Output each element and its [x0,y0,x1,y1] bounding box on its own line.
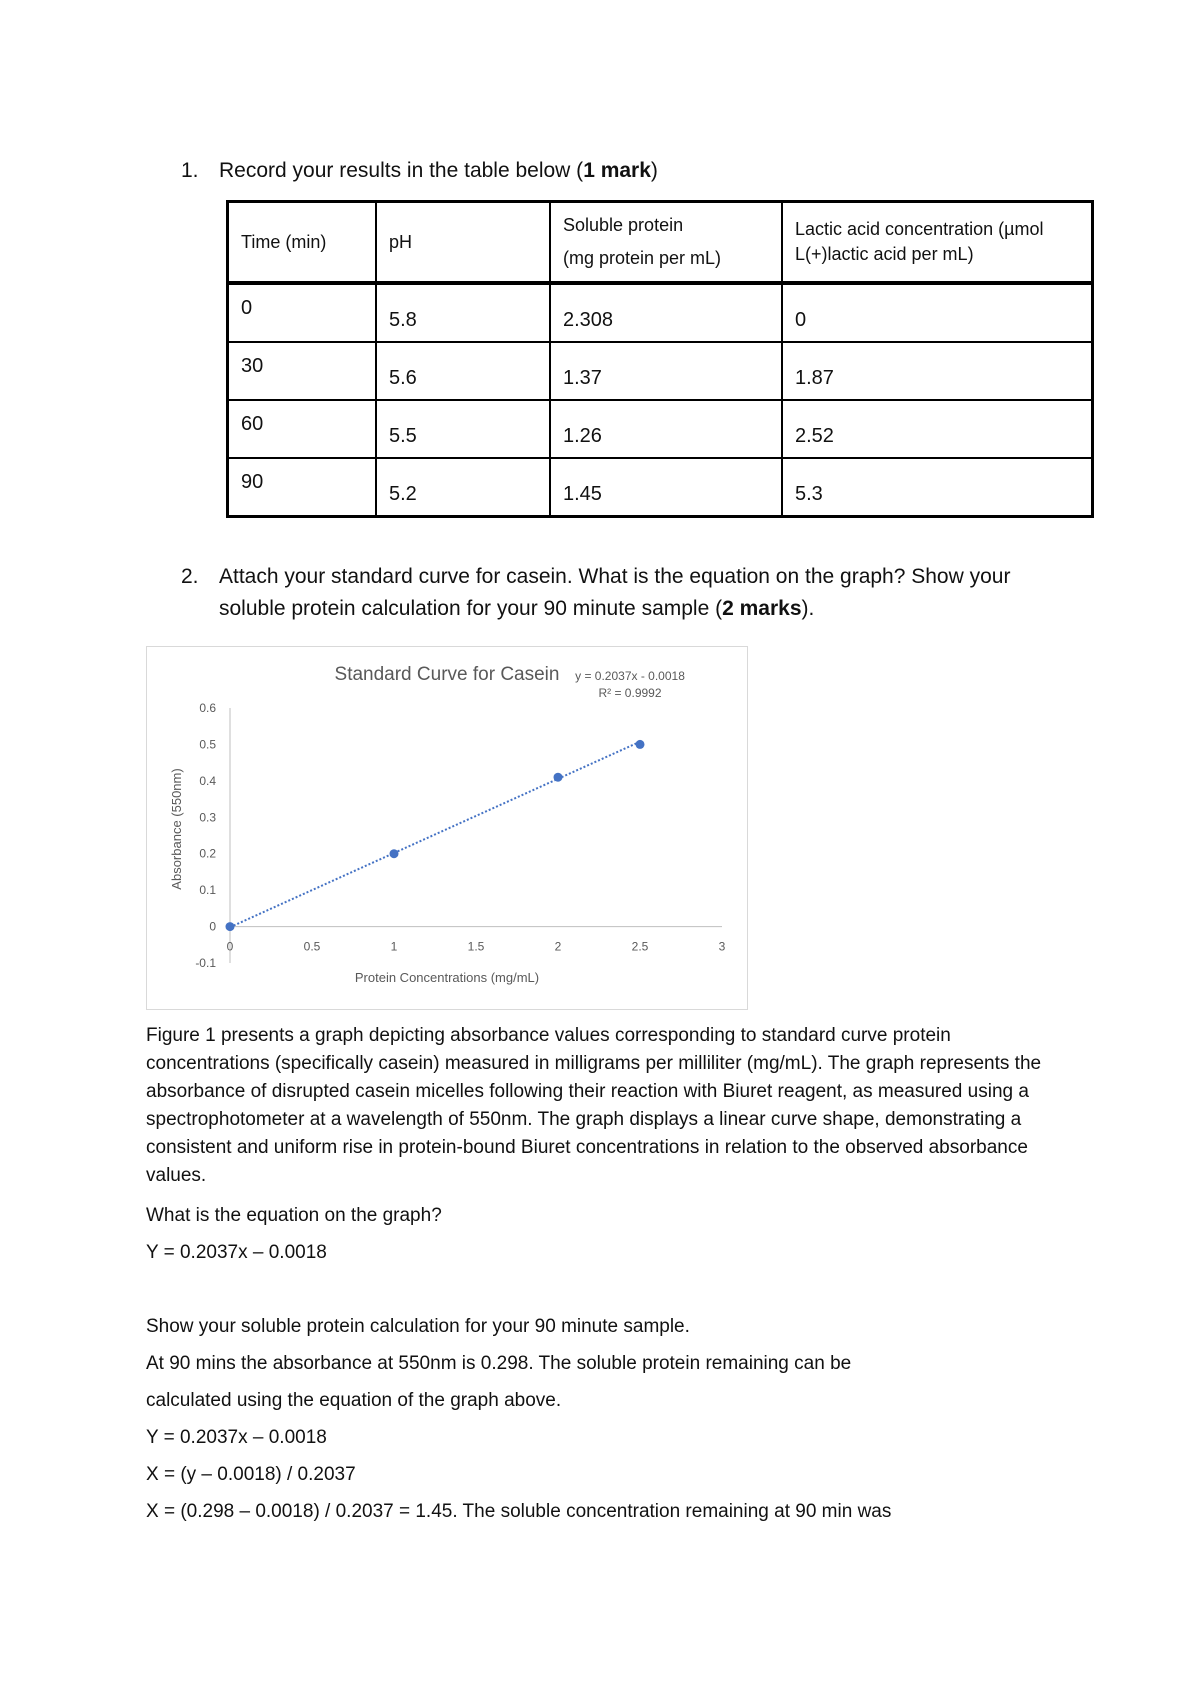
x-axis-label: Protein Concentrations (mg/mL) [354,970,540,985]
chart-title: Standard Curve for Casein [334,664,560,685]
data-point [554,773,563,782]
question-1-prompt: Record your results in the table below ( [219,159,584,182]
cell-protein: 1.45 [563,483,602,505]
x-tick-label: 0 [226,939,234,954]
header-time: Time (min) [228,202,377,284]
cell-ph: 5.2 [389,483,417,505]
cell-time: 90 [241,471,264,493]
cell-time: 0 [241,297,253,319]
calculation-equation-2: X = (y – 0.0018) / 0.2037 [146,1464,356,1485]
question-2-text [219,561,1099,625]
y-tick-label: -0.1 [195,956,216,970]
chart-svg [147,647,747,1009]
results-table [226,200,1094,518]
header-lactic-acid-line2: L(+)lactic acid per mL) [795,244,974,264]
header-ph: pH [376,202,550,284]
question-2-marks: 2 marks [722,597,802,620]
trendline [230,742,640,928]
cell-protein: 1.26 [563,425,602,447]
x-tick-label: 3 [718,939,726,954]
x-tick-label: 0.5 [303,939,321,954]
cell-protein: 1.37 [563,367,602,389]
data-point [390,849,399,858]
y-tick-label: 0.5 [199,737,216,752]
trendline-equation: y = 0.2037x - 0.0018 [575,669,685,683]
data-point [636,740,645,749]
x-tick-label: 1.5 [467,939,485,954]
question-1-number: 1. [181,159,199,182]
cell-lactic: 0 [795,309,807,331]
calculation-line-1: At 90 mins the absorbance at 550nm is 0.298. The soluble protein remaining can be [146,1353,852,1374]
question-2-line2a: soluble protein calculation for your 90 minute sample ( [219,597,723,620]
table-row [228,283,1093,342]
header-lactic-acid [782,202,1093,284]
question-2-line2b: ). [801,597,815,620]
header-soluble-protein [550,202,782,284]
table-row [228,458,1093,517]
calculation-equation-3: X = (0.298 – 0.0018) / 0.2037 = 1.45. The soluble concentration remaining at 90 min was [146,1501,892,1522]
table-row [228,400,1093,458]
question-1-marks: 1 mark [583,159,651,182]
data-point [226,922,235,931]
question-1-text [219,155,1099,187]
y-tick-label: 0.6 [199,701,216,715]
calculation-equation-1: Y = 0.2037x – 0.0018 [146,1427,327,1448]
cell-lactic: 1.87 [795,367,834,389]
calculation-line-2: calculated using the equation of the graph above. [146,1390,562,1411]
cell-lactic: 2.52 [795,425,834,447]
figure-description: Figure 1 presents a graph depicting absorbance values corresponding to standard curve protein concentrations (specifically casein) measured in milligrams per milliliter (mg/mL). The graph represents the absorbance of disrupted casein micelles following their reaction with Biuret reagent, as measured using a spectrophotometer at a wavelength of 550nm. The graph displays a linear curve shape, demonstrating a consistent and uniform rise in protein-bound Biuret concentrations in relation to the observed absorbance values. [146,1025,1042,1186]
x-tick-label: 2 [554,939,562,954]
cell-ph: 5.5 [389,425,417,447]
cell-ph: 5.6 [389,367,417,389]
y-tick-label: 0.1 [199,883,216,898]
standard-curve-chart [146,646,748,1010]
question-1-close: ) [650,159,658,182]
equation-answer: Y = 0.2037x – 0.0018 [146,1242,327,1263]
cell-ph: 5.8 [389,309,417,331]
table-header-row [228,202,1093,284]
header-lactic-acid-line1: Lactic acid concentration (µmol [795,219,1044,239]
table-row [228,342,1093,400]
chart-plot-area [195,701,725,970]
trendline-r-squared: R² = 0.9992 [598,686,662,700]
cell-time: 60 [241,413,264,435]
y-tick-label: 0 [209,919,216,934]
y-tick-label: 0.2 [199,846,216,861]
x-tick-label: 2.5 [631,939,649,954]
header-soluble-protein-line1: Soluble protein [563,215,684,235]
x-tick-label: 1 [390,939,398,954]
header-soluble-protein-line2: (mg protein per mL) [563,248,722,268]
question-2-line1: Attach your standard curve for casein. What is the equation on the graph? Show your [219,565,1011,588]
y-axis-label: Absorbance (550nm) [169,768,184,890]
cell-lactic: 5.3 [795,483,823,505]
question-2-number: 2. [181,565,199,588]
question-equation: What is the equation on the graph? [146,1205,442,1226]
y-tick-label: 0.4 [199,773,216,788]
y-tick-label: 0.3 [199,810,216,825]
cell-time: 30 [241,355,264,377]
cell-protein: 2.308 [563,309,614,331]
question-calculation: Show your soluble protein calculation for your 90 minute sample. [146,1316,690,1337]
